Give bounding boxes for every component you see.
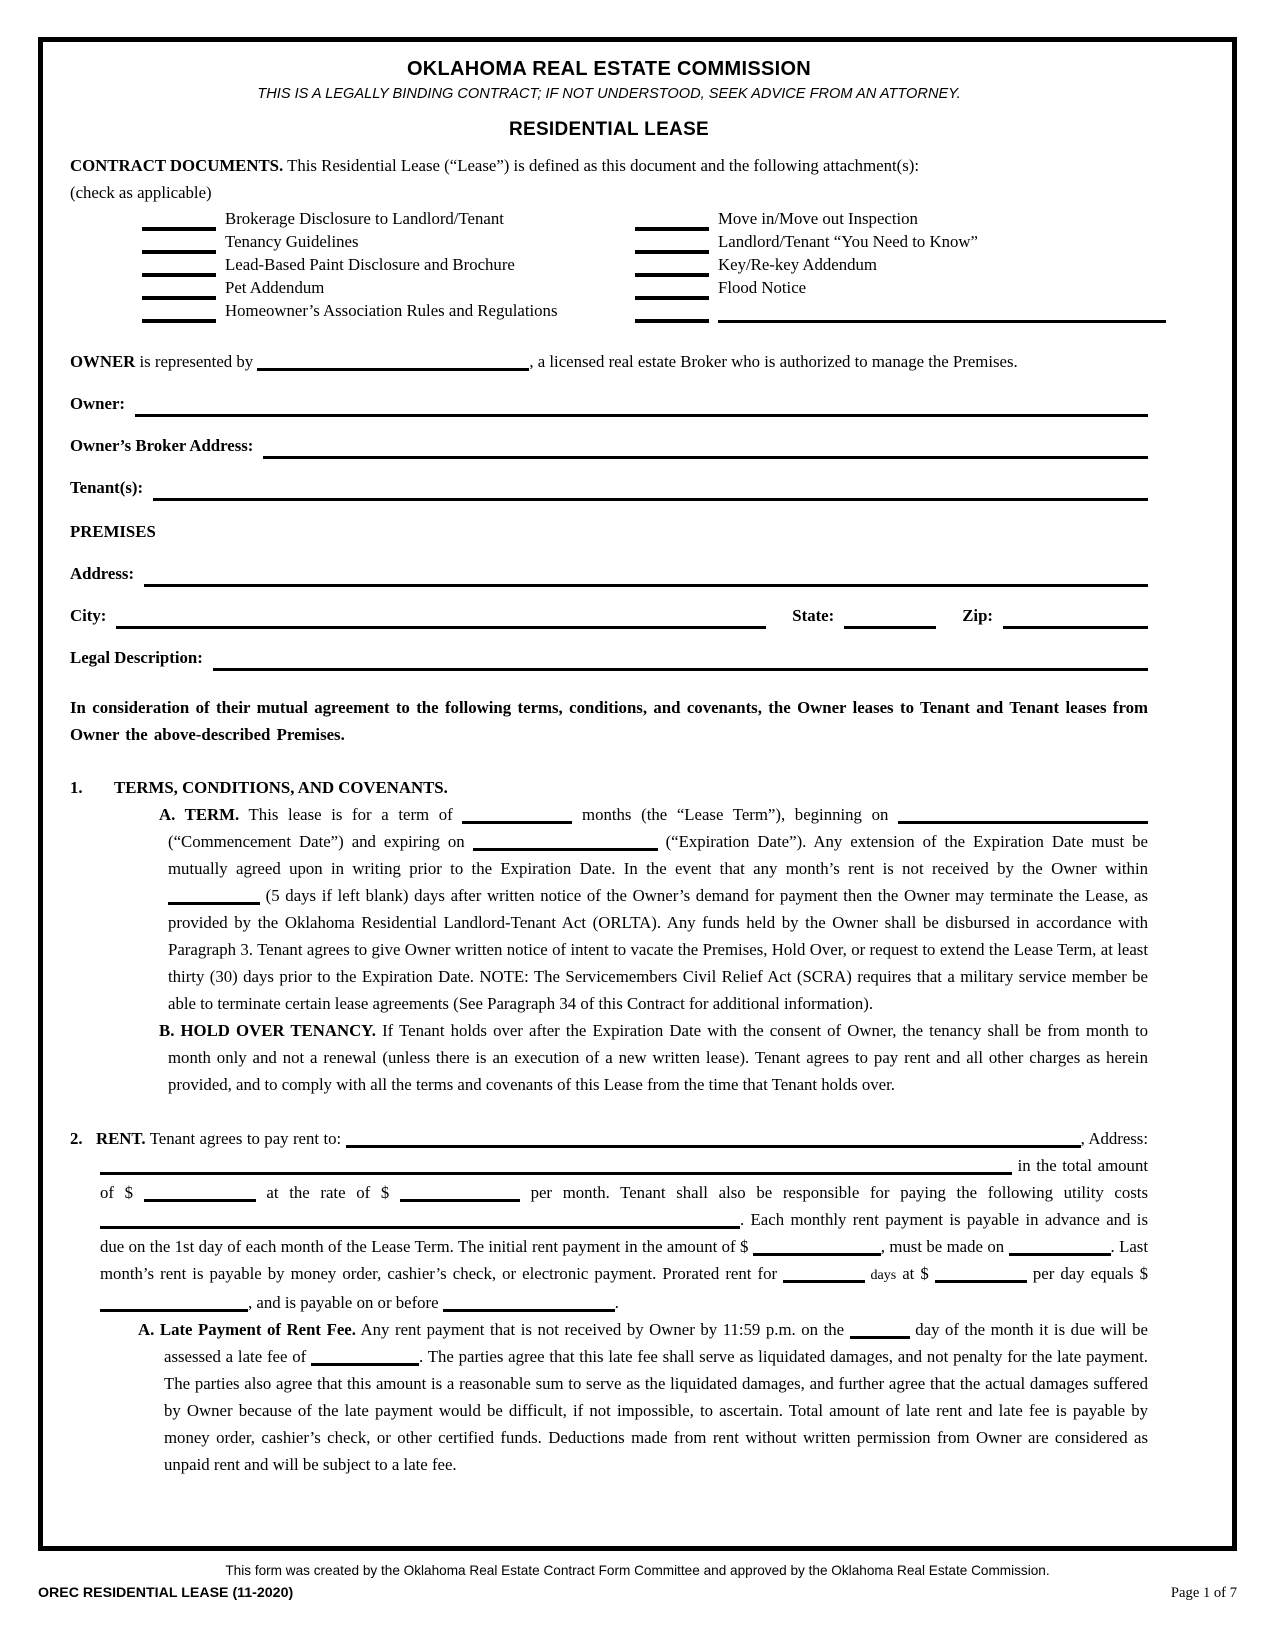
attachments-checklist [70,208,1148,323]
broker-address-field-line [70,432,1148,459]
tenants-label: Tenant(s): [70,478,144,497]
text-run: This lease is for a term of [239,805,463,824]
checkbox-line-tenancy-guidelines[interactable] [142,236,216,254]
expiration-date-blank[interactable] [473,834,658,851]
contract-documents-text: This Residential Lease (“Lease”) is defined as this document and the following attachment(s): [283,156,919,175]
attachment-label: Homeowner’s Association Rules and Regulations [225,301,558,320]
attachment-label: Pet Addendum [225,278,325,297]
checklist-row [70,277,1148,300]
payee-address-blank[interactable] [100,1158,1012,1175]
text-run: . Last month’s rent is payable by money order, cashier’s check, or electronic payment. Prorated rent for [100,1237,1148,1283]
owner-represented-line [70,348,1148,375]
text-run: is represented by [135,352,258,371]
checklist-row [70,208,1148,231]
text-run: at $ [896,1264,935,1283]
text-run: at the rate of $ [255,1183,400,1202]
checkbox-line-key-rekey[interactable] [635,259,709,277]
checklist-cell [70,231,635,254]
form-approval-note: This form was created by the Oklahoma Real Estate Contract Form Committee and approved by the Oklahoma Real Estate Commission. [225,1563,1050,1578]
text-run: (5 days if left blank) days after written notice of the Owner’s demand for payment then the Owner may terminate the Lease, as provided by the Oklahoma Residential Landlord-Tenant Act (ORLTA). Any funds held by the Owner shall be disbursed in accordance with Paragraph 3. Tenant agrees to give Owner written notice of intent to vacate the Premises, Hold Over, or request to extend the Lease Term, at least thirty (30) days prior to the Expiration Date. NOTE: The Servicemembers Civil Relief Act (SCRA) requires that a military service member be able to terminate certain lease agreements (See Paragraph 34 of this Contract for additional information). [168,886,1148,1013]
owner-name-fill-line[interactable] [135,414,1148,417]
late-day-blank[interactable] [850,1322,910,1339]
zip-label: Zip: [962,606,993,625]
attachment-label: Lead-Based Paint Disclosure and Brochure [225,255,515,274]
text-run: Any rent payment that is not received by Owner by 11:59 p.m. on the [355,1320,850,1339]
section-1-number: 1. [70,778,83,797]
premises-address-field-line [70,560,1148,587]
attachment-label: Tenancy Guidelines [225,232,359,251]
checklist-row [70,231,1148,254]
bold-text-run: A. TERM. [159,805,240,824]
footer-row [38,1585,1237,1602]
text-run: per month. Tenant shall also be responsible for paying the following utility costs [519,1183,1148,1202]
commencement-date-blank[interactable] [898,807,1148,824]
text-run: , a licensed real estate Broker who is authorized to manage the Premises. [529,352,1018,371]
page-number: Page 1 of 7 [1170,1585,1237,1601]
text-run: Tenant agrees to pay rent to: [145,1129,346,1148]
bold-text-run: OWNER [70,352,136,371]
section-2-number: 2. [70,1129,83,1148]
term-months-blank[interactable] [462,807,572,824]
text-run: , Address: [1080,1129,1148,1148]
premises-heading: PREMISES [70,522,156,541]
broker-name-blank[interactable] [257,354,529,371]
section-1-title: TERMS, CONDITIONS, AND COVENANTS. [114,778,448,797]
text-run: If Tenant holds over after the Expiration Date with the consent of Owner, the tenancy shall be from month to month only and not a renewal (unless there is an execution of a new written lease). Tenant agrees to pay rent and all other charges as herein provided, and to comply with all the terms and covenants of this Lease from the time that Tenant holds over. [168,1021,1148,1094]
state-label: State: [792,606,835,625]
late-fee-amount-blank[interactable] [311,1349,419,1366]
prorated-due-date-blank[interactable] [443,1295,615,1312]
legal-description-fill-line[interactable] [213,668,1148,671]
total-rent-amount-blank[interactable] [144,1185,256,1202]
binding-contract-warning: THIS IS A LEGALLY BINDING CONTRACT; IF NOT UNDERSTOOD, SEEK ADVICE FROM AN ATTORNEY. [257,86,961,102]
checklist-row [70,300,1148,323]
zip-fill-line[interactable] [1003,626,1148,629]
consideration-paragraph: In consideration of their mutual agreement to the following terms, conditions, and covenants, the Owner leases to Tenant and Tenant leases from Owner the above-described Premises. [70,698,1148,744]
premises-address-label: Address: [70,564,135,583]
checkbox-line-move-inspection[interactable] [635,213,709,231]
premises-address-fill-line[interactable] [144,584,1148,587]
checkbox-line-brokerage-disclosure[interactable] [142,213,216,231]
text-run: (“Expiration Date”). Any extension of the Expiration Date must be mutually agreed upon in writing prior to the Expiration Date. In the event that any month’s rent is not received by the Owner within [168,832,1148,878]
residential-lease-form [38,37,1237,1551]
checklist-cell [70,277,635,300]
attachment-label: Key/Re-key Addendum [718,255,877,274]
owner-field-line [70,390,1148,417]
text-run: per day equals $ [1026,1264,1148,1283]
legal-description-label: Legal Description: [70,648,203,667]
section-1-heading [70,774,1148,801]
per-day-rate-blank[interactable] [935,1266,1027,1283]
utility-costs-blank[interactable] [100,1212,740,1229]
monthly-rate-blank[interactable] [400,1185,520,1202]
text-run: . Each monthly rent payment is payable in advance and is due on the 1st day of each month of the Lease Term. The initial rent payment in the amount of $ [100,1210,1148,1256]
checkbox-line-pet-addendum[interactable] [142,282,216,300]
city-label: City: [70,606,107,625]
prorated-total-blank[interactable] [100,1295,248,1312]
initial-rent-amount-blank[interactable] [753,1239,881,1256]
checklist-cell [70,208,635,231]
rent-paragraph [70,1125,1148,1316]
checklist-cell [635,231,1148,254]
text-run: (“Commencement Date”) and expiring on [168,832,473,851]
holdover-paragraph [70,1017,1148,1098]
attachment-label: Flood Notice [718,278,807,297]
checkbox-line-flood-notice[interactable] [635,282,709,300]
contract-documents-heading: CONTRACT DOCUMENTS. [70,156,284,175]
legal-description-field-line [70,644,1148,671]
bold-text-run: RENT. [96,1129,146,1148]
attachment-label: Landlord/Tenant “You Need to Know” [718,232,978,251]
checklist-row [70,254,1148,277]
term-paragraph [70,801,1148,1017]
bold-text-run: A. Late Payment of Rent Fee. [138,1320,356,1339]
text-run: day of the month it is due will be assessed a late fee of [164,1320,1148,1366]
form-code: OREC RESIDENTIAL LEASE (11-2020) [38,1585,294,1601]
bold-text-run: B. HOLD OVER TENANCY. [159,1021,376,1040]
late-payment-paragraph [70,1316,1148,1478]
checkbox-line-you-need-to-know[interactable] [635,236,709,254]
broker-address-fill-line[interactable] [263,456,1148,459]
tenants-field-line [70,474,1148,501]
prorated-days-blank[interactable] [783,1266,865,1283]
state-fill-line[interactable] [844,626,936,629]
checklist-cell [635,300,1166,323]
city-state-zip-field-line [70,602,1148,629]
demand-days-blank[interactable] [168,888,260,905]
text-run: . [614,1293,619,1312]
checklist-cell [635,277,1148,300]
text-run: , and is payable on or before [248,1293,443,1312]
checkbox-line-other[interactable] [635,305,709,323]
rent-paragraph-text [96,1129,1148,1312]
checklist-cell [70,300,635,323]
text-run: in the total amount of $ [100,1156,1148,1202]
initial-rent-date-blank[interactable] [1009,1239,1111,1256]
contract-documents-intro [70,152,1148,179]
checklist-cell [635,254,1148,277]
broker-address-label: Owner’s Broker Address: [70,436,254,455]
commission-title: OKLAHOMA REAL ESTATE COMMISSION [406,58,812,80]
rent-payee-blank[interactable] [346,1131,1081,1148]
text-run: months (the “Lease Term”), beginning on [572,805,898,824]
owner-label: Owner: [70,394,125,413]
text-run: . The parties agree that this late fee shall serve as liquidated damages, and not penalty for the late payment. The parties also agree that this amount is a reasonable sum to serve as the liquidated damages, and further agree that the actual damages suffered by Owner because of the late payment would be difficult, if not impossible, to ascertain. Total amount of late rent and late fee is payable by money order, cashier’s check, or other certified funds. Deductions made from rent without written permission from Owner are considered as unpaid rent and will be subject to a late fee. [164,1347,1149,1474]
text-run: days [865,1268,897,1283]
tenants-fill-line[interactable] [153,498,1148,501]
check-as-applicable-note: (check as applicable) [70,183,212,202]
attachment-label: Brokerage Disclosure to Landlord/Tenant [225,209,504,228]
city-fill-line[interactable] [116,626,766,629]
checklist-cell [635,208,1148,231]
text-run: , must be made on [880,1237,1009,1256]
page-footer [38,1563,1237,1602]
checkbox-line-lead-paint[interactable] [142,259,216,277]
checklist-cell [70,254,635,277]
attachment-label: Move in/Move out Inspection [718,209,918,228]
checkbox-line-hoa-rules[interactable] [142,305,216,323]
form-title: RESIDENTIAL LEASE [508,119,710,140]
other-attachment-write-in-line[interactable] [718,306,1166,323]
